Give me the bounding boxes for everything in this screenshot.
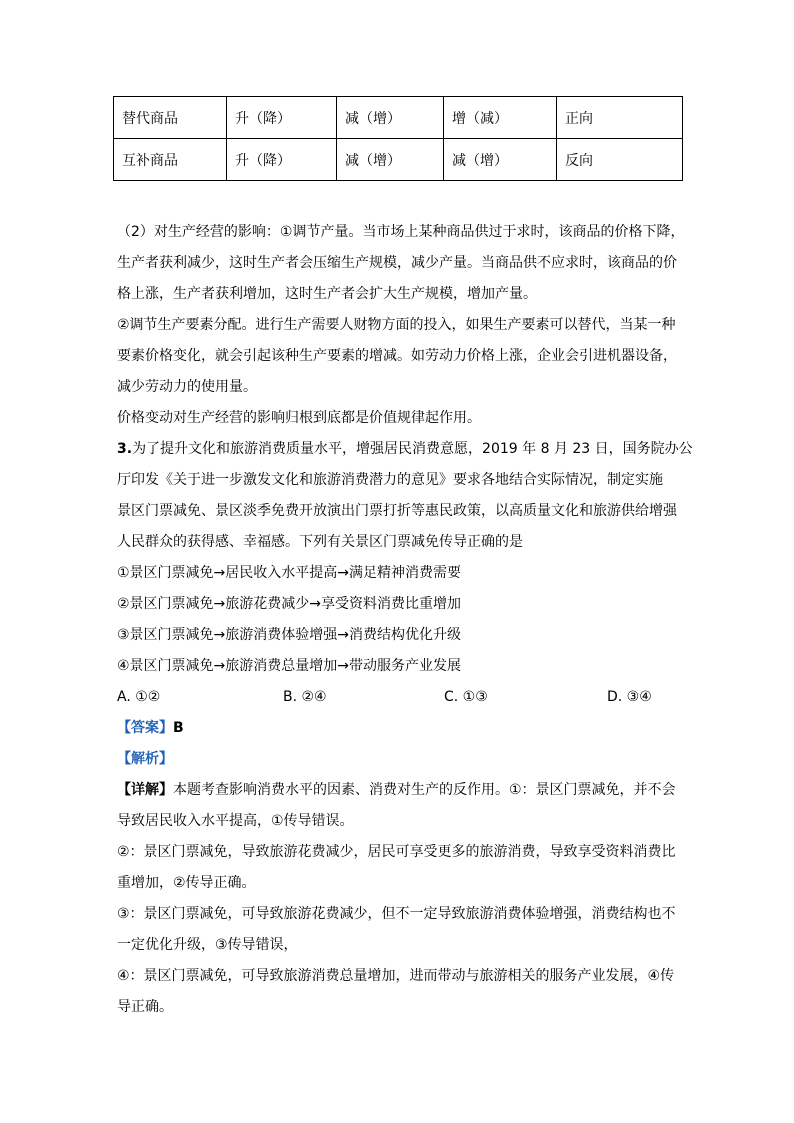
paragraph-line: 减少劳动力的使用量。: [117, 379, 257, 395]
analysis-heading: 【解析】: [117, 751, 173, 767]
question-stem-line: 景区门票减免、景区淡季免费开放演出门票打折等惠民政策，以高质量文化和旅游供给增强: [117, 503, 677, 519]
table-cell: 反向: [557, 139, 683, 181]
table-cell: 替代商品: [114, 97, 227, 139]
detail-line: ③：景区门票减免，可导致旅游花费减少，但不一定导致旅游消费体验增强，消费结构也不: [117, 906, 676, 922]
table-cell: 升（降）: [227, 97, 337, 139]
list-item: ①景区门票减免→居民收入水平提高→满足精神消费需要: [117, 565, 462, 581]
list-item: ②景区门票减免→旅游花费减少→享受资料消费比重增加: [117, 596, 462, 612]
paragraph-line: 价格变动对生产经营的影响归根到底都是价值规律起作用。: [117, 410, 481, 426]
paragraph-line: 生产者获利减少，这时生产者会压缩生产规模，减少产量。当商品供不应求时，该商品的价: [117, 255, 677, 271]
option-c: C. ①③: [444, 689, 488, 705]
detail-label: 【详解】: [117, 782, 173, 798]
table-cell: 减（增）: [337, 97, 444, 139]
answer-label: 【答案】: [117, 720, 173, 736]
detail-line: 一定优化升级，③传导错误，: [117, 937, 298, 953]
detail-line: 【详解】本题考查影响消费水平的因素、消费对生产的反作用。①：景区门票减免，并不会: [117, 782, 676, 798]
price-relation-table: [113, 96, 683, 181]
table-cell: 升（降）: [227, 139, 337, 181]
detail-line: 重增加，②传导正确。: [117, 875, 256, 891]
table-cell: 增（减）: [444, 97, 557, 139]
table-row: [114, 97, 683, 139]
table-row: [114, 139, 683, 181]
question-number: 3.: [117, 441, 133, 457]
list-item: ④景区门票减免→旅游消费总量增加→带动服务产业发展: [117, 658, 462, 674]
answer-value: B: [173, 720, 184, 736]
paragraph-line: 要素价格变化，就会引起该种生产要素的增减。如劳动力价格上涨，企业会引进机器设备，: [117, 348, 677, 364]
table-cell: 减（增）: [337, 139, 444, 181]
paragraph-line: ②调节生产要素分配。进行生产需要人财物方面的投入，如果生产要素可以替代，当某一种: [117, 317, 676, 333]
detail-line: 导致居民收入水平提高，①传导错误。: [117, 813, 354, 829]
paragraph-line: 格上涨，生产者获利增加，这时生产者会扩大生产规模，增加产量。: [117, 286, 537, 302]
detail-line: ④：景区门票减免，可导致旅游消费总量增加，进而带动与旅游相关的服务产业发展，④传: [117, 968, 675, 984]
paragraph-line: （2）对生产经营的影响：①调节产量。当市场上某种商品供过于求时，该商品的价格下降，: [117, 224, 685, 240]
answer-line: [117, 718, 184, 738]
table-cell: 互补商品: [114, 139, 227, 181]
detail-line: ②：景区门票减免，导致旅游花费减少，居民可享受更多的旅游消费，导致享受资料消费比: [117, 844, 676, 860]
question-stem-line: 人民群众的获得感、幸福感。下列有关景区门票减免传导正确的是: [117, 534, 523, 550]
option-b: B. ②④: [283, 689, 327, 705]
option-d: D. ③④: [607, 689, 652, 705]
detail-line: 导正确。: [117, 999, 173, 1015]
table-cell: 减（增）: [444, 139, 557, 181]
option-a: A. ①②: [117, 689, 161, 705]
question-stem-line: 3.为了提升文化和旅游消费质量水平，增强居民消费意愿，2019 年 8 月 23 日，国务院办公: [117, 441, 693, 457]
question-stem-line: 厅印发《关于进一步激发文化和旅游消费潜力的意见》要求各地结合实际情况，制定实施: [117, 472, 663, 488]
table-cell: 正向: [557, 97, 683, 139]
list-item: ③景区门票减免→旅游消费体验增强→消费结构优化升级: [117, 627, 462, 643]
